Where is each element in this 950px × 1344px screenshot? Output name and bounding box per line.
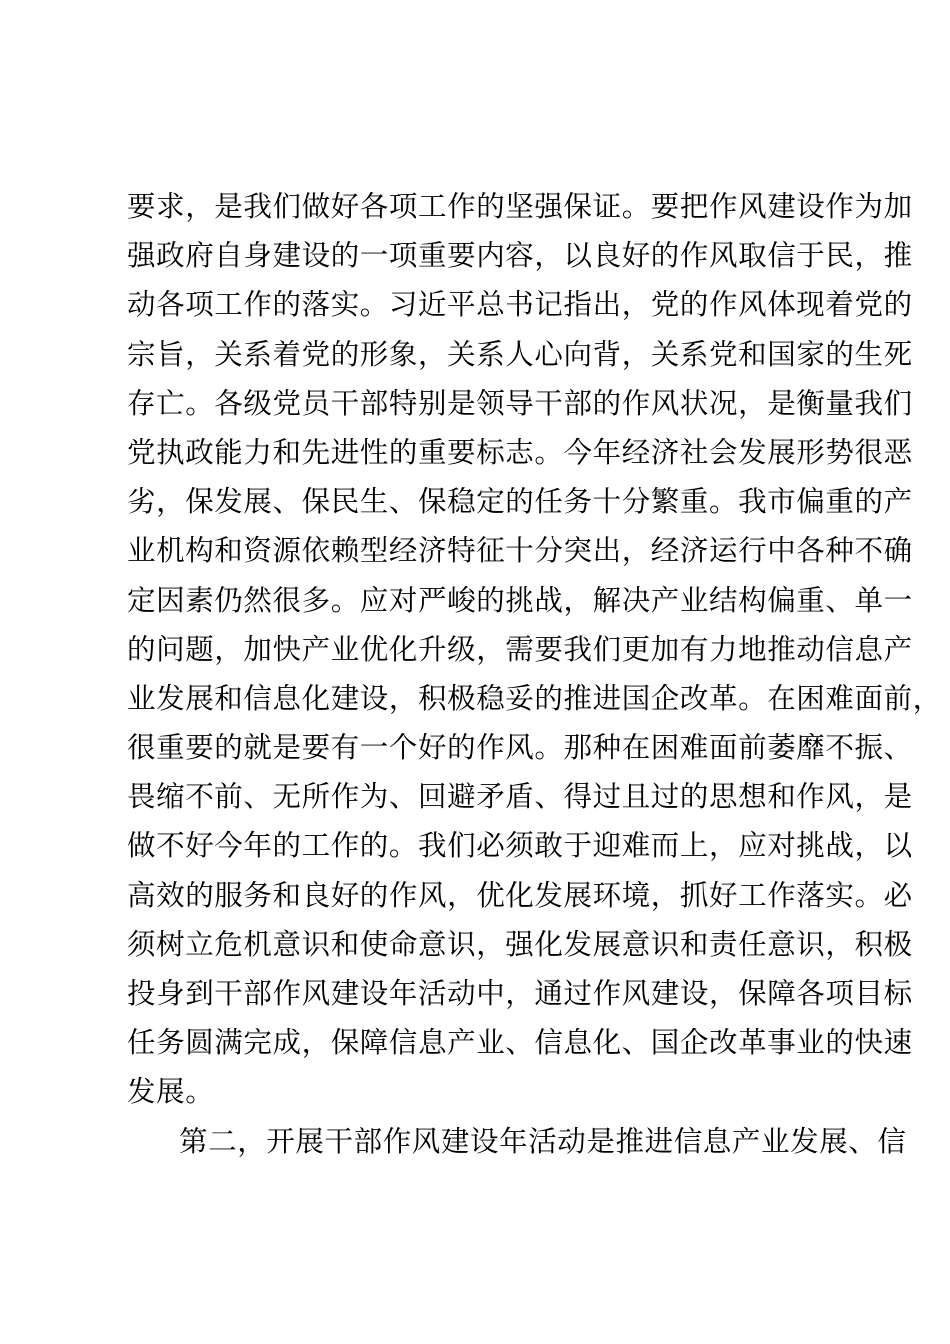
text-line: 劣，保发展、保民生、保稳定的任务十分繁重。我市偏重的产 bbox=[127, 485, 913, 519]
text-line: 畏缩不前、无所作为、回避矛盾、得过且过的思想和作风，是 bbox=[127, 780, 913, 814]
text-line: 存亡。各级党员干部特别是领导干部的作风状况，是衡量我们 bbox=[127, 386, 913, 420]
text-line: 宗旨，关系着党的形象，关系人心向背，关系党和国家的生死 bbox=[127, 337, 913, 371]
paragraph-start-line: 第二，开展干部作风建设年活动是推进信息产业发展、信 bbox=[179, 1124, 907, 1158]
text-line: 的问题，加快产业优化升级，需要我们更加有力地推动信息产 bbox=[127, 632, 913, 666]
body-text bbox=[127, 182, 942, 1166]
text-line: 须树立危机意识和使命意识，强化发展意识和责任意识，积极 bbox=[127, 927, 913, 961]
text-line: 要求，是我们做好各项工作的坚强保证。要把作风建设作为加 bbox=[127, 190, 913, 223]
text-line: 任务圆满完成，保障信息产业、信息化、国企改革事业的快速 bbox=[127, 1026, 913, 1060]
text-line: 强政府自身建设的一项重要内容，以良好的作风取信于民，推 bbox=[127, 239, 913, 273]
text-line: 发展。 bbox=[127, 1075, 215, 1109]
text-line: 做不好今年的工作的。我们必须敢于迎难而上，应对挑战，以 bbox=[127, 829, 913, 863]
text-line: 业机构和资源依赖型经济特征十分突出，经济运行中各种不确 bbox=[127, 534, 913, 568]
text-line: 动各项工作的落实。习近平总书记指出，党的作风体现着党的 bbox=[127, 288, 913, 322]
text-line: 党执政能力和先进性的重要标志。今年经济社会发展形势很恶 bbox=[127, 435, 913, 469]
text-line: 定因素仍然很多。应对严峻的挑战，解决产业结构偏重、单一 bbox=[127, 583, 913, 617]
text-line: 投身到干部作风建设年活动中，通过作风建设，保障各项目标 bbox=[127, 977, 913, 1010]
text-line: 业发展和信息化建设，积极稳妥的推进国企改革。在困难面前， bbox=[127, 681, 942, 715]
text-line: 很重要的就是要有一个好的作风。那种在困难面前萎靡不振、 bbox=[127, 731, 913, 765]
text-line: 高效的服务和良好的作风，优化发展环境，抓好工作落实。必 bbox=[127, 878, 913, 912]
